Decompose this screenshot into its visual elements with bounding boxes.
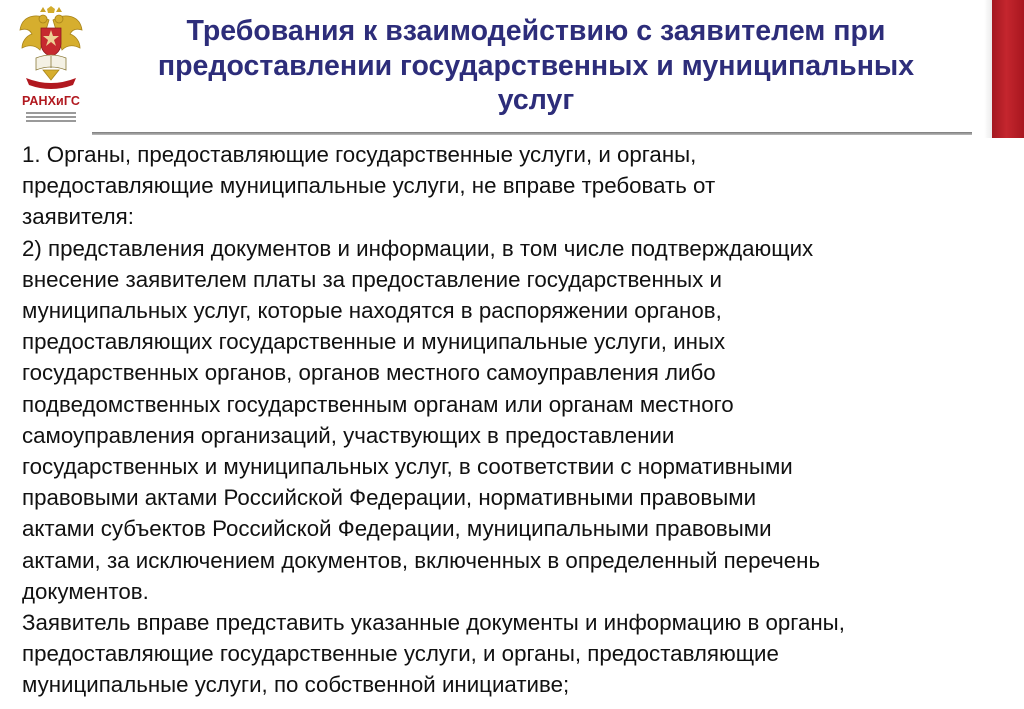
logo-fineprint-line bbox=[26, 116, 76, 118]
text-line: муниципальные услуги, по собственной инициативе; bbox=[22, 672, 570, 698]
double-headed-eagle-emblem-icon bbox=[16, 6, 86, 92]
text-line: муниципальных услуг, которые находятся в распоряжении органов, bbox=[22, 298, 722, 324]
paragraph bbox=[22, 233, 1016, 607]
logo-fineprint-line bbox=[26, 112, 76, 114]
text-line: 1. Органы, предоставляющие государственные услуги, и органы, bbox=[22, 142, 697, 167]
ranepa-logo bbox=[16, 6, 86, 126]
title-divider bbox=[92, 132, 972, 135]
text-line: документов. bbox=[22, 578, 149, 604]
paragraph bbox=[22, 139, 1016, 233]
text-line: подведомственных государственным органам или органам местного bbox=[22, 391, 734, 417]
title-line: Требования к взаимодействию с заявителем при bbox=[186, 15, 886, 47]
text-line: правовыми актами Российской Федерации, нормативными правовыми bbox=[22, 485, 757, 511]
text-line: предоставляющие государственные услуги, и органы, предоставляющие bbox=[22, 641, 779, 667]
accent-bar bbox=[992, 0, 1024, 138]
text-line: государственных органов, органов местного самоуправления либо bbox=[22, 360, 716, 386]
text-line: внесение заявителем платы за предоставление государственных и bbox=[22, 266, 722, 292]
text-line: предоставляющие муниципальные услуги, не вправе требовать от bbox=[22, 173, 716, 199]
title-line: предоставлении государственных и муниципальных bbox=[157, 49, 915, 82]
slide-title bbox=[96, 14, 976, 118]
text-line: 2) представления документов и информации, в том числе подтверждающих bbox=[22, 235, 814, 261]
text-line: актами, за исключением документов, включенных в определенный перечень bbox=[22, 547, 821, 573]
text-line: актами субъектов Российской Федерации, муниципальными правовыми bbox=[22, 516, 772, 542]
logo-wordmark: РАНХиГС bbox=[22, 94, 80, 108]
text-line: предоставляющих государственные и муниципальные услуги, иных bbox=[22, 329, 726, 355]
text-line: Заявитель вправе представить указанные документы и информацию в органы, bbox=[22, 610, 845, 636]
text-line: самоуправления организаций, участвующих в предоставлении bbox=[22, 422, 675, 448]
accent-bar-shadow bbox=[984, 0, 992, 138]
text-line: государственных и муниципальных услуг, в соответствии с нормативными bbox=[22, 454, 793, 480]
title-line: услуг bbox=[497, 84, 575, 116]
logo-fineprint-line bbox=[26, 120, 76, 122]
text-line: заявителя: bbox=[22, 204, 134, 230]
slide-body bbox=[22, 139, 1016, 701]
paragraph bbox=[22, 607, 1016, 701]
